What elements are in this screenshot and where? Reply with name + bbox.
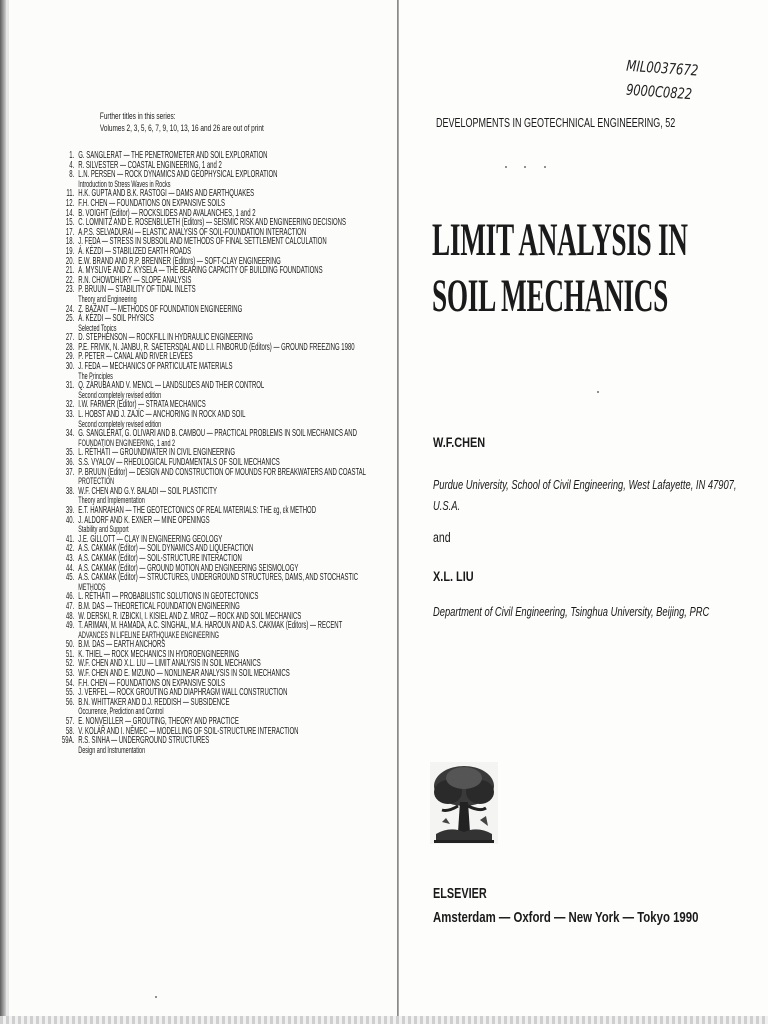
series-entry-text: PROTECTION bbox=[78, 476, 115, 488]
series-entry-text: V. KOLÁŘ AND I. NĚMEC — MODELLING OF SOIL-STRUCTURE INTERACTION bbox=[78, 724, 299, 737]
book-title bbox=[432, 212, 688, 324]
series-entry-number: 17. bbox=[65, 225, 75, 238]
series-entry-text: Z. BAŽANT — METHODS OF FOUNDATION ENGINEERING bbox=[78, 302, 243, 315]
series-entry-number: 31. bbox=[65, 379, 75, 392]
series-titles-list bbox=[60, 149, 367, 756]
series-entry-number: 37. bbox=[65, 465, 75, 478]
series-entry-number: 14. bbox=[65, 206, 75, 219]
series-entry-number: 8. bbox=[69, 168, 75, 181]
series-entry-number: 4. bbox=[69, 158, 75, 171]
series-entry-text: L.N. PERSEN — ROCK DYNAMICS AND GEOPHYSICAL EXPLORATION bbox=[78, 168, 278, 181]
series-entry-text: K. THIEL — ROCK MECHANICS IN HYDROENGINEERING bbox=[78, 647, 240, 660]
series-entry-text: Selected Topics bbox=[78, 322, 117, 334]
scan-bottom-edge bbox=[0, 1016, 768, 1024]
series-entry-subtitle bbox=[60, 746, 334, 756]
series-entry-text: F.H. CHEN — FOUNDATIONS ON EXPANSIVE SOILS bbox=[78, 676, 226, 689]
scan-speck bbox=[544, 166, 546, 168]
conjunction-and: and bbox=[433, 530, 451, 545]
series-entry-text: FOUNDATION ENGINEERING, 1 and 2 bbox=[78, 437, 176, 449]
series-entry-text: I.W. FARMER (Editor) — STRATA MECHANICS bbox=[78, 398, 206, 411]
series-entry-text: Q. ZÁRUBA AND V. MENCL — LANDSLIDES AND THEIR CONTROL bbox=[78, 379, 265, 392]
series-entry-number: 44. bbox=[65, 561, 75, 574]
scan-shadow-edge-inner bbox=[6, 0, 9, 1024]
author-name-2: X.L. LIU bbox=[433, 568, 474, 584]
scan-speck bbox=[597, 391, 599, 393]
series-entry-text: A.S. CAKMAK (Editor) — GROUND MOTION AND ENGINEERING SEISMOLOGY bbox=[78, 561, 299, 574]
series-entry-number: 46. bbox=[65, 590, 75, 603]
series-entry-text: Introduction to Stress Waves in Rocks bbox=[78, 178, 171, 190]
series-entry-text: E. NONVEILLER — GROUTING, THEORY AND PRACTICE bbox=[78, 715, 239, 728]
publisher-cities-year: Amsterdam — Oxford — New York — Tokyo 1990 bbox=[433, 909, 699, 926]
series-entry-number: 59A. bbox=[61, 734, 75, 747]
series-entry-text: J. VERFEL — ROCK GROUTING AND DIAPHRAGM WALL CONSTRUCTION bbox=[78, 686, 288, 699]
affiliation-1-line-2: U.S.A. bbox=[433, 498, 461, 513]
series-entry-number: 47. bbox=[65, 599, 75, 612]
series-entry-number: 39. bbox=[65, 503, 75, 516]
author-affiliation-2: Department of Civil Engineering, Tsinghua University, Beijing, PRC bbox=[433, 604, 710, 619]
publisher-tree-logo-icon bbox=[430, 762, 498, 844]
series-entry-text: L. HOBST AND J. ZAJÍC — ANCHORING IN ROCK AND SOIL bbox=[78, 408, 246, 421]
series-entry-text: W.F. CHEN AND G.Y. BALADI — SOIL PLASTICITY bbox=[78, 484, 217, 497]
series-entry-text: A.S. CAKMAK (Editor) — SOIL DYNAMICS AND LIQUEFACTION bbox=[78, 542, 254, 555]
series-entry-number: 36. bbox=[65, 456, 75, 468]
series-entry-number: 32. bbox=[65, 398, 75, 411]
series-entry-text: A.S. CAKMAK (Editor) — SOIL-STRUCTURE INTERACTION bbox=[78, 551, 242, 564]
series-entry-number: 29. bbox=[65, 350, 75, 363]
series-entry-text: P. BRUUN (Editor) — DESIGN AND CONSTRUCTION OF MOUNDS FOR BREAKWATERS AND COASTAL bbox=[78, 465, 367, 478]
publisher-name: ELSEVIER bbox=[433, 886, 487, 902]
series-entry-number: 15. bbox=[65, 216, 75, 229]
series-entry-number: 57. bbox=[65, 715, 75, 728]
series-entry-text: L. RÉTHÁTI — PROBABILISTIC SOLUTIONS IN GEOTECTONICS bbox=[78, 590, 259, 603]
series-entry-text: G. SANGLERAT — THE PENETROMETER AND SOIL EXPLORATION bbox=[78, 149, 268, 161]
series-entry-text: H.K. GUPTA AND B.K. RASTOGI — DAMS AND EARTHQUAKES bbox=[78, 187, 255, 200]
series-entry-text: Second completely revised edition bbox=[78, 389, 162, 401]
scan-speck bbox=[505, 166, 507, 168]
series-entry-text: Design and Instrumentation bbox=[78, 744, 146, 756]
series-entry-number: 34. bbox=[65, 427, 75, 440]
series-entry-text: J. ALDORF AND K. EXNER — MINE OPENINGS bbox=[78, 513, 210, 526]
series-entry-number: 35. bbox=[65, 446, 75, 459]
series-entry-text: S.S. VYALOV — RHEOLOGICAL FUNDAMENTALS OF SOIL MECHANICS bbox=[78, 456, 280, 468]
series-entry-number: 55. bbox=[65, 686, 75, 699]
series-entry-number: 18. bbox=[65, 235, 75, 248]
series-entry-text: J. FEDA — MECHANICS OF PARTICULATE MATERIALS bbox=[78, 360, 233, 373]
series-entry-text: J. FEDA — STRESS IN SUBSOIL AND METHODS OF FINAL SETTLEMENT CALCULATION bbox=[78, 235, 327, 248]
series-entry-number: 20. bbox=[65, 254, 75, 267]
series-entry-text: G. SANGLERAT, G. OLIVARI AND B. CAMBOU — PRACTICAL PROBLEMS IN SOIL MECHANICS AND bbox=[78, 427, 357, 440]
series-entry-number: 25. bbox=[65, 312, 75, 325]
series-entry-text: P.E. FRIVIK, N. JANBU, R. SAETERSDAL AND L.I. FINBORUD (Editors) — GROUND FREEZING 1980 bbox=[78, 340, 355, 353]
series-entry-number: 50. bbox=[65, 638, 75, 651]
series-entry-number: 41. bbox=[65, 532, 75, 545]
series-entry-text: B. VOIGHT (Editor) — ROCKSLIDES AND AVALANCHES, 1 and 2 bbox=[78, 206, 256, 219]
series-entry-text: Theory and Implementation bbox=[78, 495, 145, 507]
series-entry-number: 53. bbox=[65, 667, 75, 680]
series-entry-text: E.T. HANRAHAN — THE GEOTECTONICS OF REAL MATERIALS: THE εg, εk METHOD bbox=[78, 503, 317, 516]
series-entry-text: P. BRUUN — STABILITY OF TIDAL INLETS bbox=[78, 283, 196, 296]
series-entry-text: B.N. WHITTAKER AND D.J. REDDISH — SUBSIDENCE bbox=[78, 695, 230, 708]
author-name-1: W.F.CHEN bbox=[433, 434, 486, 450]
series-entry-text: W.F. CHEN AND X.L. LIU — LIMIT ANALYSIS IN SOIL MECHANICS bbox=[78, 657, 261, 670]
series-entry-number: 30. bbox=[65, 360, 75, 373]
series-note bbox=[100, 110, 264, 134]
book-title-line-1: LIMIT ANALYSIS IN bbox=[432, 214, 688, 266]
series-entry-number: 28. bbox=[65, 340, 75, 353]
series-title: DEVELOPMENTS IN GEOTECHNICAL ENGINEERING, 52 bbox=[436, 116, 676, 130]
handwritten-line-1: MIL0037672 bbox=[625, 58, 699, 81]
series-entry-text: E.W. BRAND AND R.P. BRENNER (Editors) — SOFT-CLAY ENGINEERING bbox=[78, 254, 281, 267]
series-entry-number: 33. bbox=[65, 408, 75, 421]
series-entry-number: 19. bbox=[65, 244, 75, 257]
series-entry-number: 51. bbox=[65, 647, 75, 660]
series-entry-text: B.M. DAS — EARTH ANCHORS bbox=[78, 638, 166, 651]
series-entry-number: 43. bbox=[65, 551, 75, 564]
book-title-line-2: SOIL MECHANICS bbox=[432, 270, 669, 322]
series-note-line-2: Volumes 2, 3, 5, 6, 7, 9, 10, 13, 16 and 26 are out of print bbox=[99, 123, 264, 133]
series-entry-number: 52. bbox=[65, 657, 75, 670]
series-entry-number: 24. bbox=[65, 302, 75, 315]
series-entry-text: Stability and Support bbox=[78, 524, 129, 536]
series-entry-text: Á. KÉZDI — SOIL PHYSICS bbox=[78, 312, 154, 325]
series-entry-text: F.H. CHEN — FOUNDATIONS ON EXPANSIVE SOILS bbox=[78, 196, 226, 209]
series-entry-number: 27. bbox=[65, 331, 75, 344]
series-entry-number: 38. bbox=[65, 484, 75, 497]
series-entry-number: 23. bbox=[65, 283, 75, 296]
series-entry-number: 54. bbox=[65, 676, 75, 689]
series-entry-text: L. RÉTHÁTI — GROUNDWATER IN CIVIL ENGINEERING bbox=[78, 446, 235, 459]
series-entry-text: Occurrence, Prediction and Control bbox=[78, 706, 164, 718]
series-entry-number: 12. bbox=[65, 196, 75, 209]
series-entry-text: Á. KÉZDI — STABILIZED EARTH ROADS bbox=[78, 244, 192, 257]
series-entry-text: B.M. DAS — THEORETICAL FOUNDATION ENGINEERING bbox=[78, 599, 240, 612]
handwritten-line-2: 9000C0822 bbox=[625, 82, 693, 104]
series-entry-number: 21. bbox=[65, 264, 75, 277]
series-entry-text: W. DERSKI, R. IZBICKI, I. KISIEL AND Z. MROZ — ROCK AND SOIL MECHANICS bbox=[78, 609, 302, 622]
series-entry-text: Second completely revised edition bbox=[78, 418, 162, 430]
series-entry-number: 42. bbox=[65, 542, 75, 555]
series-entry-number: 49. bbox=[65, 619, 75, 632]
series-entry-text: A.P.S. SELVADURAI — ELASTIC ANALYSIS OF SOIL-FOUNDATION INTERACTION bbox=[78, 225, 307, 238]
handwritten-annotation bbox=[624, 52, 724, 106]
series-entry-text: A.S. CAKMAK (Editor) — STRUCTURES, UNDERGROUND STRUCTURES, DAMS, AND STOCHASTIC bbox=[78, 571, 359, 584]
series-entry-text: T. ARIMAN, M. HAMADA, A.C. SINGHAL, M.A. HAROUN AND A.S. CAKMAK (Editors) — RECENT bbox=[78, 619, 343, 632]
series-entry-number: 11. bbox=[66, 187, 75, 200]
series-entry-text: ADVANCES IN LIFELINE EARTHQUAKE ENGINEERING bbox=[78, 629, 220, 641]
series-entry-text: W.F. CHEN AND E. MIZUNO — NONLINEAR ANALYSIS IN SOIL MECHANICS bbox=[78, 667, 290, 680]
series-entry-number: 48. bbox=[65, 609, 75, 622]
series-entry-text: R.N. CHOWDHURY — SLOPE ANALYSIS bbox=[78, 273, 192, 286]
scan-speck bbox=[524, 166, 526, 168]
series-entry-text: D. STEPHENSON — ROCKFILL IN HYDRAULIC ENGINEERING bbox=[78, 331, 253, 344]
series-entry-text: R.S. SINHA — UNDERGROUND STRUCTURES bbox=[78, 734, 210, 747]
author-affiliation-1 bbox=[433, 474, 737, 516]
series-entry-number: 56. bbox=[65, 695, 75, 708]
series-entry-number: 58. bbox=[65, 724, 75, 737]
scan-speck bbox=[155, 996, 157, 998]
series-entry-text: Theory and Engineering bbox=[78, 293, 137, 305]
series-note-line-1: Further titles in this series: bbox=[99, 111, 176, 121]
series-entry-text: A. MYSLIVE AND Z. KYSELA — THE BEARING CAPACITY OF BUILDING FOUNDATIONS bbox=[78, 264, 323, 277]
series-entry-number: 1. bbox=[69, 149, 75, 161]
series-entry-text: J.E. GILLOTT — CLAY IN ENGINEERING GEOLOGY bbox=[78, 532, 223, 545]
series-entry-number: 40. bbox=[65, 513, 75, 526]
series-entry-text: The Principles bbox=[78, 370, 113, 382]
series-entry-number: 45. bbox=[65, 571, 75, 584]
series-entry-text: C. LOMNITZ AND E. ROSENBLUETH (Editors) — SEISMIC RISK AND ENGINEERING DECISIONS bbox=[78, 216, 346, 229]
series-entry-text: R. SILVESTER — COASTAL ENGINEERING, 1 and 2 bbox=[78, 158, 222, 171]
series-entry-number: 22. bbox=[65, 273, 75, 286]
series-entry-text: METHODS bbox=[78, 581, 106, 593]
series-entry-text: P. PETER — CANAL AND RIVER LEVÉES bbox=[78, 350, 193, 363]
affiliation-1-line-1: Purdue University, School of Civil Engineering, West Lafayette, IN 47907, bbox=[433, 477, 737, 492]
